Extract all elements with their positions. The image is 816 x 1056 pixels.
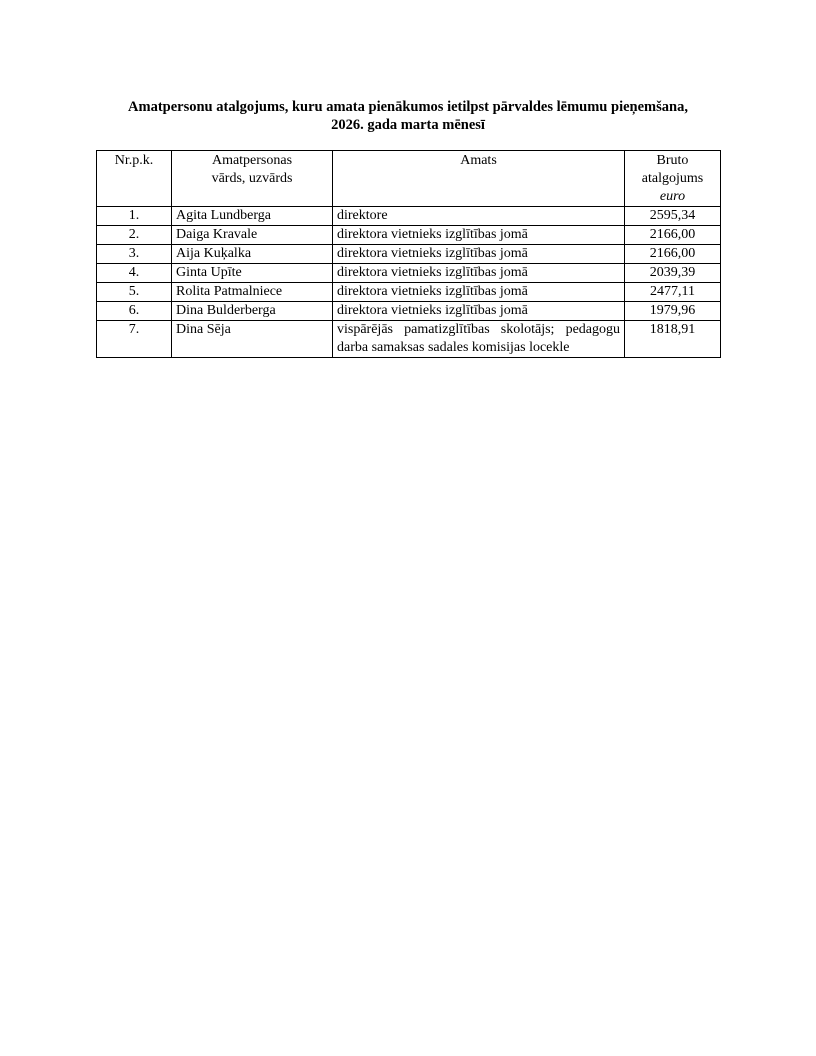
row-salary: 2166,00	[625, 226, 721, 245]
header-name-line-2: vārds, uzvārds	[211, 171, 293, 186]
row-name: Ginta Upīte	[172, 264, 333, 283]
header-name-line-1: Amatpersonas	[211, 153, 293, 168]
row-nr: 7.	[97, 321, 172, 358]
header-nr: Nr.p.k.	[97, 151, 172, 207]
row-position: direktora vietnieks izglītības jomā	[333, 264, 625, 283]
salary-table	[96, 150, 721, 358]
row-name: Daiga Kravale	[172, 226, 333, 245]
row-salary: 2477,11	[625, 283, 721, 302]
row-position: direktora vietnieks izglītības jomā	[333, 245, 625, 264]
row-nr: 6.	[97, 302, 172, 321]
header-salary-line-1: Bruto	[656, 153, 689, 168]
row-position: direktora vietnieks izglītības jomā	[333, 226, 625, 245]
table-row	[97, 245, 721, 264]
row-position: direktora vietnieks izglītības jomā	[333, 302, 625, 321]
row-position: direktora vietnieks izglītības jomā	[333, 283, 625, 302]
header-salary-unit: euro	[659, 189, 686, 204]
row-salary: 1818,91	[625, 321, 721, 358]
row-name: Aija Kuķalka	[172, 245, 333, 264]
table-row	[97, 283, 721, 302]
header-salary-line-2: atalgojums	[641, 171, 704, 186]
document-title-line-2: 2026. gada marta mēnesī	[331, 117, 485, 133]
row-nr: 4.	[97, 264, 172, 283]
row-position: direktore	[333, 207, 625, 226]
document-title	[96, 98, 720, 134]
row-salary: 2595,34	[625, 207, 721, 226]
table-row	[97, 226, 721, 245]
row-name: Rolita Patmalniece	[172, 283, 333, 302]
row-name: Dina Bulderberga	[172, 302, 333, 321]
row-nr: 5.	[97, 283, 172, 302]
table-row	[97, 321, 721, 358]
table-row	[97, 302, 721, 321]
row-name: Agita Lundberga	[172, 207, 333, 226]
header-name	[172, 151, 333, 207]
table-row	[97, 207, 721, 226]
table-header-row	[97, 151, 721, 207]
row-nr: 2.	[97, 226, 172, 245]
row-salary: 1979,96	[625, 302, 721, 321]
row-nr: 1.	[97, 207, 172, 226]
row-nr: 3.	[97, 245, 172, 264]
row-salary: 2039,39	[625, 264, 721, 283]
document-title-line-1: Amatpersonu atalgojums, kuru amata pienākumos ietilpst pārvaldes lēmumu pieņemšana,	[128, 99, 688, 115]
row-position: vispārējās pamatizglītības skolotājs; pedagogu darba samaksas sadales komisijas locekle	[333, 321, 625, 358]
header-position: Amats	[333, 151, 625, 207]
header-salary	[625, 151, 721, 207]
row-name: Dina Sēja	[172, 321, 333, 358]
table-row	[97, 264, 721, 283]
row-salary: 2166,00	[625, 245, 721, 264]
